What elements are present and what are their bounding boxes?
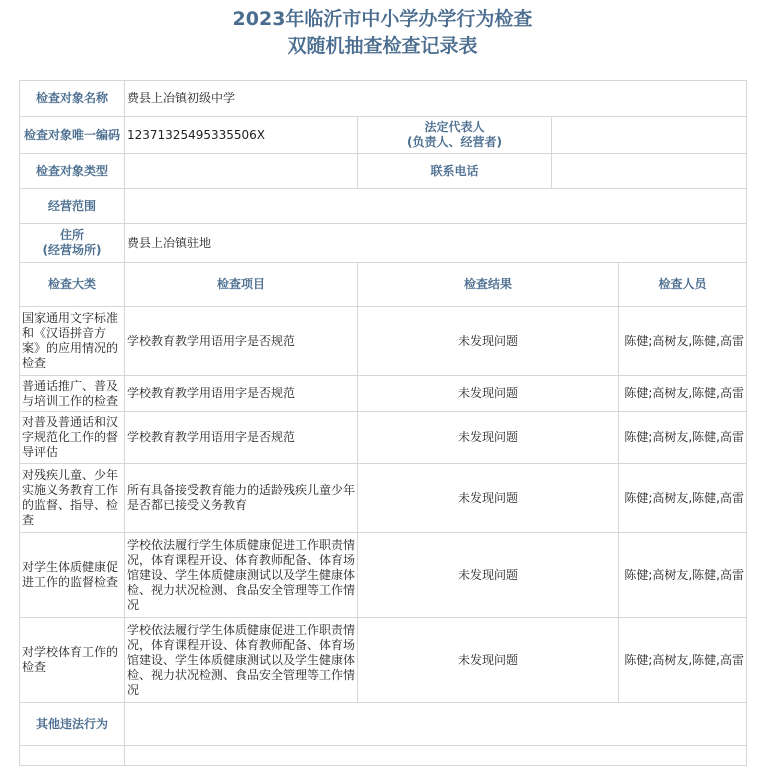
row-inspector: 陈健;高树友,陈健,高雷	[619, 618, 747, 703]
table-row	[20, 618, 747, 703]
legal-rep-value	[552, 117, 747, 154]
header-inspector: 检查人员	[619, 263, 747, 307]
row-result: 未发现问题	[358, 376, 619, 412]
object-type-label: 检查对象类型	[20, 154, 125, 189]
other-violations-row	[20, 703, 747, 746]
business-scope-row	[20, 189, 747, 224]
row-category: 对学生体质健康促进工作的监督检查	[20, 533, 125, 618]
row-result: 未发现问题	[358, 618, 619, 703]
row-inspector: 陈健;高树友,陈健,高雷	[619, 464, 747, 533]
object-type-value	[125, 154, 358, 189]
row-result: 未发现问题	[358, 412, 619, 464]
object-name-value: 费县上冶镇初级中学	[125, 81, 747, 117]
page-subtitle: 双随机抽查检查记录表	[287, 35, 478, 57]
row-item: 所有具备接受教育能力的适龄残疾儿童少年是否都已接受义务教育	[125, 464, 358, 533]
object-name-label: 检查对象名称	[20, 81, 125, 117]
row-result: 未发现问题	[358, 533, 619, 618]
row-category: 对学校体育工作的检查	[20, 618, 125, 703]
object-name-row	[20, 81, 747, 117]
row-category: 国家通用文字标准和《汉语拼音方案》的应用情况的检查	[20, 307, 125, 376]
trailing-cell	[20, 746, 125, 766]
object-code-row	[20, 117, 747, 154]
row-inspector: 陈健;高树友,陈健,高雷	[619, 412, 747, 464]
legal-rep-label: 法定代表人 (负责人、经营者)	[358, 117, 552, 154]
row-result: 未发现问题	[358, 464, 619, 533]
row-inspector: 陈健;高树友,陈健,高雷	[619, 376, 747, 412]
row-item: 学校依法履行学生体质健康促进工作职责情况，体育课程开设、体育教师配备、体育场馆建设、学生体质健康测试以及学生健康体检、视力状况检测、食品安全管理等工作情况	[125, 618, 358, 703]
table-row	[20, 533, 747, 618]
object-code-value: 12371325495335506X	[125, 117, 358, 154]
address-row	[20, 224, 747, 263]
header-item: 检查项目	[125, 263, 358, 307]
row-item: 学校教育教学用语用字是否规范	[125, 376, 358, 412]
row-inspector: 陈健;高树友,陈健,高雷	[619, 533, 747, 618]
page-title: 2023年临沂市中小学办学行为检查	[232, 8, 533, 30]
row-category: 对普及普通话和汉字规范化工作的督导评估	[20, 412, 125, 464]
row-category: 对残疾儿童、少年实施义务教育工作的监督、指导、检查	[20, 464, 125, 533]
table-row	[20, 376, 747, 412]
row-result: 未发现问题	[358, 307, 619, 376]
table-header-row	[20, 263, 747, 307]
row-item: 学校教育教学用语用字是否规范	[125, 307, 358, 376]
other-violations-value	[125, 703, 747, 746]
phone-label: 联系电话	[358, 154, 552, 189]
row-category: 普通话推广、普及与培训工作的检查	[20, 376, 125, 412]
other-violations-label: 其他违法行为	[20, 703, 125, 746]
business-scope-label: 经营范围	[20, 189, 125, 224]
header-category: 检查大类	[20, 263, 125, 307]
table-row	[20, 412, 747, 464]
header-result: 检查结果	[358, 263, 619, 307]
trailing-cell	[125, 746, 747, 766]
row-inspector: 陈健;高树友,陈健,高雷	[619, 307, 747, 376]
trailing-row	[20, 746, 747, 766]
phone-value	[552, 154, 747, 189]
table-row	[20, 307, 747, 376]
row-item: 学校教育教学用语用字是否规范	[125, 412, 358, 464]
address-value: 费县上冶镇驻地	[125, 224, 747, 263]
inspection-record-table	[19, 80, 747, 766]
table-row	[20, 464, 747, 533]
row-item: 学校依法履行学生体质健康促进工作职责情况，体育课程开设、体育教师配备、体育场馆建设、学生体质健康测试以及学生健康体检、视力状况检测、食品安全管理等工作情况	[125, 533, 358, 618]
object-code-label: 检查对象唯一编码	[20, 117, 125, 154]
object-type-row	[20, 154, 747, 189]
address-label: 住所 (经营场所)	[20, 224, 125, 263]
business-scope-value	[125, 189, 747, 224]
